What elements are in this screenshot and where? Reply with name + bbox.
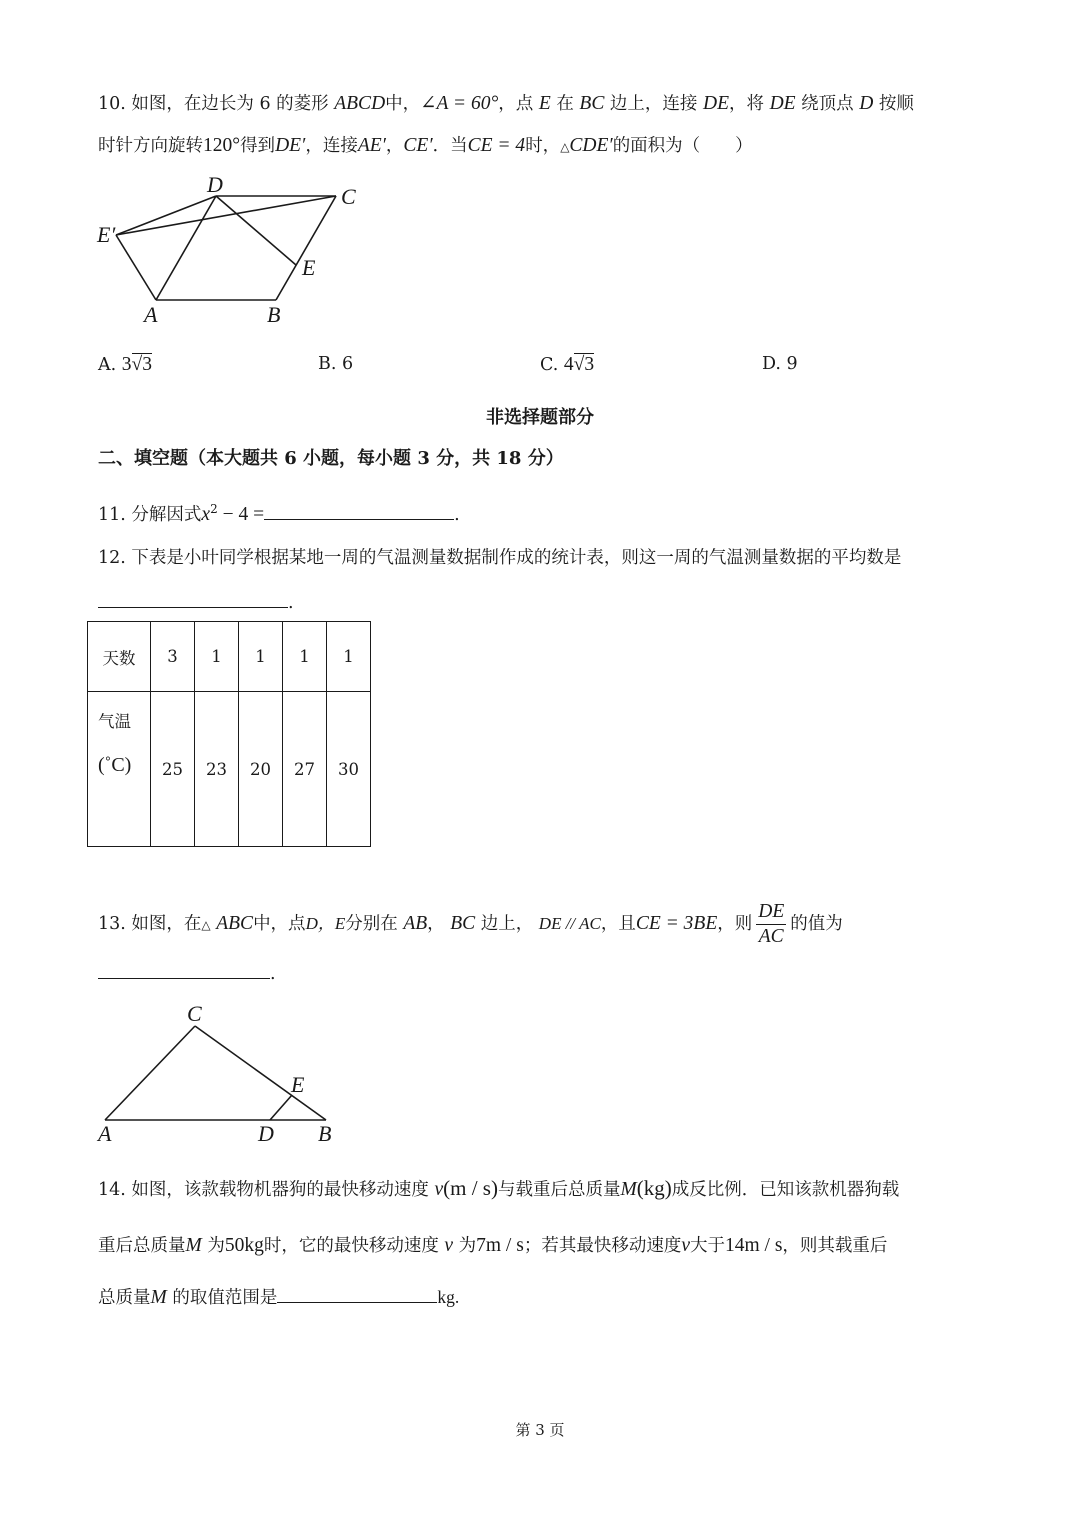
q12-text: 12. 下表是小叶同学根据某地一周的气温测量数据制作成的统计表，则这一周的气温测量数据的平均数是: [98, 548, 902, 568]
temperature-table: [87, 621, 371, 847]
q14-answer-blank[interactable]: [277, 1284, 437, 1303]
label-D: D: [258, 1121, 274, 1146]
q11: 11. 分解因式$x^2 - 4$ = .: [98, 502, 460, 525]
label-C: C: [187, 1001, 202, 1026]
section-title: 非选择题部分: [486, 407, 594, 428]
table-cell: 1: [283, 622, 327, 692]
label-D: D: [207, 172, 223, 197]
q13-triangle-figure: [92, 998, 352, 1148]
q13-answer-blank[interactable]: [98, 960, 270, 979]
table-row-header-temp: 气温 (˚C): [88, 692, 151, 847]
option-c: C. 4√3: [540, 354, 595, 375]
q13-blank-line: .: [98, 960, 276, 987]
label-E-prime: E′: [97, 222, 116, 247]
table-cell: 20: [239, 692, 283, 847]
table-cell: 1: [327, 622, 371, 692]
q14-line1: 14. 如图，该款载物机器狗的最快移动速度 v(m / s)与载重后总质量M(kg)成反比例．已知该款机器狗载: [98, 1176, 900, 1200]
section-2-heading: 二、填空题（本大题共 6 小题，每小题 3 分，共 18 分）: [98, 448, 564, 469]
label-A: A: [98, 1121, 112, 1146]
table-cell: 23: [195, 692, 239, 847]
table-row-header-days: 天数: [88, 622, 151, 692]
q14-line3: 总质量M 的取值范围是 kg.: [98, 1284, 459, 1311]
label-E: E: [302, 255, 316, 280]
label-A: A: [144, 302, 158, 327]
q14-line2: 重后总质量M 为50kg时，它的最快移动速度 v 为7m / s；若其最快移动速度v大于14m / s，则其载重后: [98, 1235, 888, 1256]
option-b: B. 6: [318, 354, 354, 374]
option-a: A. 3√3: [98, 354, 152, 375]
table-cell: 30: [327, 692, 371, 847]
page-number: 第 3 页: [515, 1421, 565, 1439]
q12-blank-line: .: [98, 589, 294, 616]
fraction-de-over-ac: $\frac{DE}{AC}$: [758, 901, 785, 947]
table-cell: 25: [151, 692, 195, 847]
q13-text: 13. 如图，在△ ABC中，点D，E分别在 AB， BC 边上， DE // AC，且CE = 3BE，则 $\frac{DE}{AC}$ 的值为: [98, 901, 843, 947]
q10-line1: 10. 如图，在边长为 6 的菱形 ABCD中，∠A = 60°，点 E 在 BC 边上，连接 DE，将 DE 绕顶点 D 按顺: [98, 93, 914, 114]
q10-line2: 时针方向旋转120°得到DE′，连接AE′，CE′．当CE = 4时，△CDE′的面积为（ ）: [98, 135, 753, 156]
label-B: B: [267, 302, 281, 327]
table-cell: 1: [239, 622, 283, 692]
q12-answer-blank[interactable]: [98, 589, 288, 608]
q10-rhombus-figure: [90, 170, 380, 330]
option-d: D. 9: [762, 354, 798, 374]
table-cell: 1: [195, 622, 239, 692]
table-cell: 27: [283, 692, 327, 847]
label-E: E: [291, 1072, 305, 1097]
q11-answer-blank[interactable]: [264, 501, 454, 520]
label-B: B: [318, 1121, 332, 1146]
table-cell: 3: [151, 622, 195, 692]
label-C: C: [341, 184, 356, 209]
